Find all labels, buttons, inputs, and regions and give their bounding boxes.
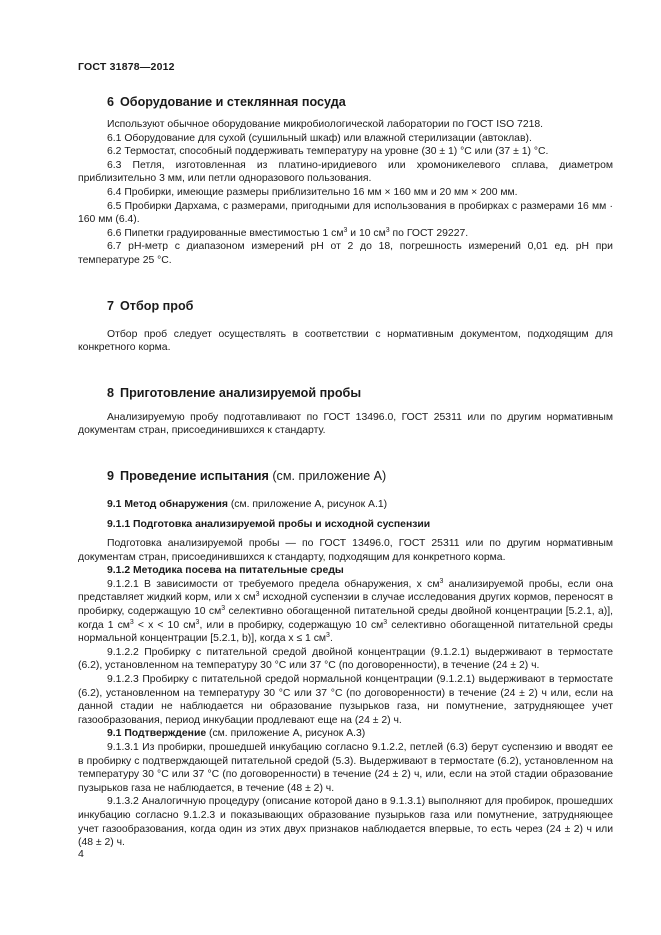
text: 9.1.2.1 В зависимости от требуемого предела обнаружения, х см	[107, 578, 440, 590]
heading-text: 9.1 Метод обнаружения	[107, 498, 228, 510]
section-9-heading	[78, 468, 613, 484]
superscript: 3	[385, 226, 390, 234]
superscript: 3	[439, 577, 444, 585]
paragraph: 6.4 Пробирки, имеющие размеры приблизительно 16 мм × 160 мм и 20 мм × 200 мм.	[107, 186, 518, 198]
paragraph: 9.1.2.3 Пробирку с питательной средой нормальной концентрации (9.1.2.1) выдерживают в термостате (6.2), установленном на температуру 30 °С или 37 °С (по договоренности) в течение (24 ± 2) ч или, если на данной стадии не наблюдается ни образование пузырьков газа, ни помутнение, затрудняющее учет газообразования, период инкубации продлевают еще на (24 ± 2) ч.	[78, 674, 613, 726]
subsection-9-1-3-heading	[78, 727, 613, 741]
paragraph	[78, 227, 613, 241]
paragraph: 9.1.3.2 Аналогичную процедуру (описание которой дано в 9.1.3.1) выполняют для пробирок, прошедших инкубацию согласно 9.1.2.3 и показывающих образование пузырьков газа или помутнение, затрудняющее учет газообразования, когда один из этих двух признаков наблюдается впервые, то есть через (24 ± 2) ч или (48 ± 2) ч.	[78, 796, 613, 849]
section-number: 9	[107, 468, 115, 483]
section-number: 7	[107, 298, 115, 313]
section-title: Приготовление анализируемой пробы	[120, 385, 362, 400]
subsection-9-1-2-heading: 9.1.2 Методика посева на питательные среды	[107, 565, 344, 577]
paragraph	[78, 578, 613, 646]
paragraph: Используют обычное оборудование микробиологической лаборатории по ГОСТ ISO 7218.	[107, 119, 544, 130]
text: исходной суспензии в случае исследования других кормов, переносят в пробирку, содержащую 10 см	[78, 592, 613, 618]
section-8-heading	[78, 385, 613, 401]
paragraph: Подготовка анализируемой пробы — по ГОСТ 13496.0, ГОСТ 25311 или по другим нормативным документам стран, присоединившихся к стандарту, подходящим для конкретного корма.	[78, 538, 613, 563]
section-6-heading	[78, 94, 613, 110]
superscript: 3	[343, 226, 348, 234]
section-number: 8	[107, 385, 115, 400]
section-title: Отбор проб	[120, 298, 194, 313]
paragraph: 6.5 Пробирки Дархама, с размерами, пригодными для использования в пробирках с размерами 16 мм · 160 мм (6.4).	[78, 200, 613, 226]
paragraph: 6.2 Термостат, способный поддерживать температуру на уровне (30 ± 1) °С или (37 ± 1) °С.	[107, 146, 549, 158]
subsection-9-1-1-heading: 9.1.1 Подготовка анализируемой пробы и исходной суспензии	[107, 518, 431, 530]
paragraph: 6.1 Оборудование для сухой (сушильный шкаф) или влажной стерилизации (автоклав).	[107, 132, 532, 144]
paragraph: Отбор проб следует осуществлять в соответствии с нормативным документом, подходящим для конкретного корма.	[78, 328, 613, 354]
text: анализируемой пробы, если она представляет жидкий корм, или х см	[78, 578, 613, 604]
heading-note: (см. приложение А, рисунок А.1)	[227, 498, 388, 510]
text: 6.6 Пипетки градуированные вместимостью 1 см	[107, 227, 344, 239]
section-title: Оборудование и стеклянная посуда	[120, 95, 346, 109]
heading-note: (см. приложение А, рисунок А.3)	[206, 728, 366, 740]
superscript: 3	[383, 618, 388, 626]
page-number: 4	[78, 848, 84, 860]
text: по ГОСТ 29227.	[389, 227, 469, 239]
section-title: Проведение испытания	[120, 468, 269, 483]
paragraph: 6.3 Петля, изготовленная из платино-иридиевого или хромоникелевого сплава, диаметром приблизительно 3 мм, или петли одноразового пользования.	[78, 159, 613, 185]
subsection-9-1-heading	[78, 498, 613, 512]
text: селективно обогащенной питательной среды двойной концентрации [5.2.1, а)], когда 1 см	[78, 606, 613, 631]
text: .	[329, 633, 333, 645]
paragraph: 9.1.2.2 Пробирку с питательной средой двойной концентрации (9.1.2.1) выдерживают в термостате (6.2), установленном на температуру 30 °С или 37 °С (по договоренности), в течение (24 ± 2) ч.	[78, 646, 613, 672]
text: < х < 10 см	[133, 619, 196, 631]
superscript: 3	[195, 618, 200, 626]
paragraph: 9.1.3.1 Из пробирки, прошедшей инкубацию согласно 9.1.2.2, петлей (6.3) берут суспензию и вводят ее в пробирку с подтверждающей питательной средой (5.3). Выдерживают в термостате (6.2), установленном на температуру 30 °С или 37 °С (по договоренности) в течение (24 ± 2) ч, или, если на этой стадии образование пузырьков газа не наблюдается, в течение (48 ± 2) ч.	[78, 742, 613, 794]
text: и 10 см	[347, 227, 386, 239]
page-content	[78, 94, 613, 850]
paragraph: Анализируемую пробу подготавливают по ГОСТ 13496.0, ГОСТ 25311 или по другим нормативным документам стран, присоединившихся к стандарту.	[78, 411, 613, 437]
paragraph: 6.7 pH-метр с диапазоном измерений pH от 2 до 18, погрешность измерений 0,01 ед. pH при температуре 25 °С.	[78, 241, 613, 266]
section-number: 6	[107, 95, 115, 109]
section-7-heading	[78, 298, 613, 314]
superscript: 3	[221, 605, 226, 613]
text: селективно обогащенной питательной среды нормальной концентрации [5.2.1, b)], когда х ≤ 1 см	[78, 619, 613, 645]
document-code: ГОСТ 31878—2012	[78, 61, 175, 73]
superscript: 3	[326, 632, 330, 640]
heading-text: 9.1 Подтверждение	[107, 728, 207, 740]
text: , или в пробирку, содержащую 10 см	[199, 619, 384, 631]
superscript: 3	[255, 591, 260, 599]
section-title-note: (см. приложение А)	[268, 468, 387, 483]
superscript: 3	[129, 618, 134, 626]
